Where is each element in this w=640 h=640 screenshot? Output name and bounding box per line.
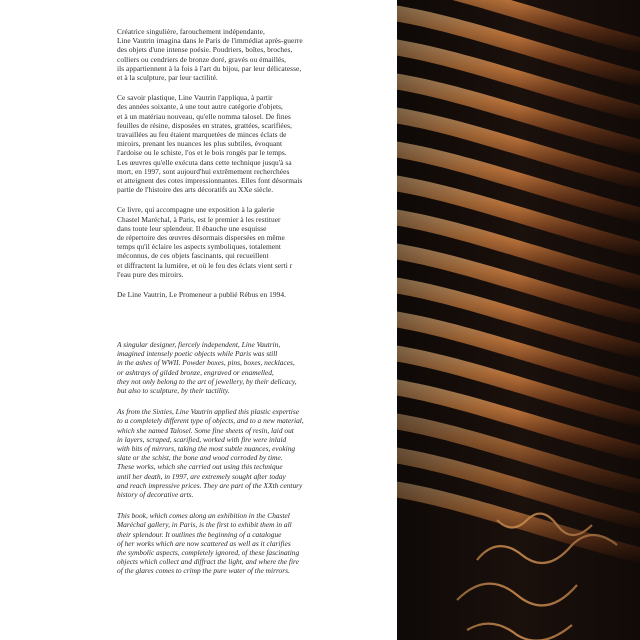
english-paragraph-2: As from the Sixties, Line Vautrin applied this plastic expertise to a completely different type of objects, and to a new material, which she named Talosel. Some fine sheets of resin, laid out in layers, scraped, scarified, worked with fire were inlaid with bits of mirrors, taking the most subtle nuances, evoking slate or the schist, the bone and wood corroded by time. These works, which she carried out using this technique until her death, in 1997, are extremely sought after today and reach impressive prices. They are part of the XXth century history of decorative arts. xyxy=(117,407,304,500)
french-paragraph-2: Ce savoir plastique, Line Vautrin l'appliqua, à partir des années soixante, à une tout autre catégorie d'objets, et à un matériau nouveau, qu'elle nomma talosel. De fines feuilles de résine, disposées en strates, grattées, scarifiées, travaillées au feu étaient marquetées de minces éclats de miroirs, prenant les nuances les plus subtiles, évoquant l'ardoise ou le schiste, l'os et le bois rongés par le temps. Les œuvres qu'elle exécuta dans cette technique jusqu'à sa mort, en 1997, sont aujourd'hui extrêmement recherchées et atteignent des cotes impressionnantes. Elles font désormais partie de l'histoire des arts décoratifs au XXe siècle. xyxy=(117,93,303,195)
french-text-block xyxy=(117,27,397,310)
english-paragraph-3: This book, which comes along an exhibition in the Chastel Maréchal gallery, in Paris, is the first to exhibit them in all their splendour. It outlines the beginning of a catalogue of her works which are now scattered as well as it clarifies the symbolic aspects, completely ignored, of these fascinating objects which collect and diffract the light, and where the fire of the glares comes to crimp the pure water of the mirrors. xyxy=(117,511,300,576)
english-paragraph-1: A singular designer, fiercely independent, Line Vautrin, imagined intensely poetic objects while Paris was still in the ashes of WWII. Powder boxes, pins, boxes, necklaces, or ashtrays of gilded bronze, engraved or enamelled, they not only belong to the art of jewellery, by their delicacy, but also to sculpture, by their tactility. xyxy=(117,340,297,396)
talosel-photo-art xyxy=(397,0,640,640)
french-paragraph-3: Ce livre, qui accompagne une exposition à la galerie Chastel Maréchal, à Paris, est le premier à les restituer dans toute leur splendeur. Il ébauche une esquisse de répertoire des œuvres désormais dispersées en même temps qu'il éclaire les aspects symboliques, totalement méconnus, de ces objets fascinants, qui recueillent et diffractent la lumière, et où le feu des éclats vient serti r l'eau pure des miroirs. xyxy=(117,205,293,279)
french-paragraph-4: De Line Vautrin, Le Promeneur a publié Rébus en 1994. xyxy=(117,290,286,300)
talosel-photo xyxy=(397,0,640,640)
french-paragraph-1: Créatrice singulière, farouchement indépendante, Line Vautrin imagina dans le Paris de l'immédiat après-guerre des objets d'une intense poésie. Poudriers, boîtes, broches, colliers ou cendriers de bronze doré, gravés ou émaillés, ils appartiennent à la fois à l'art du bijou, par leur délicatesse, et à la sculpture, par leur tactilité. xyxy=(117,27,303,83)
english-text-block xyxy=(117,340,397,588)
